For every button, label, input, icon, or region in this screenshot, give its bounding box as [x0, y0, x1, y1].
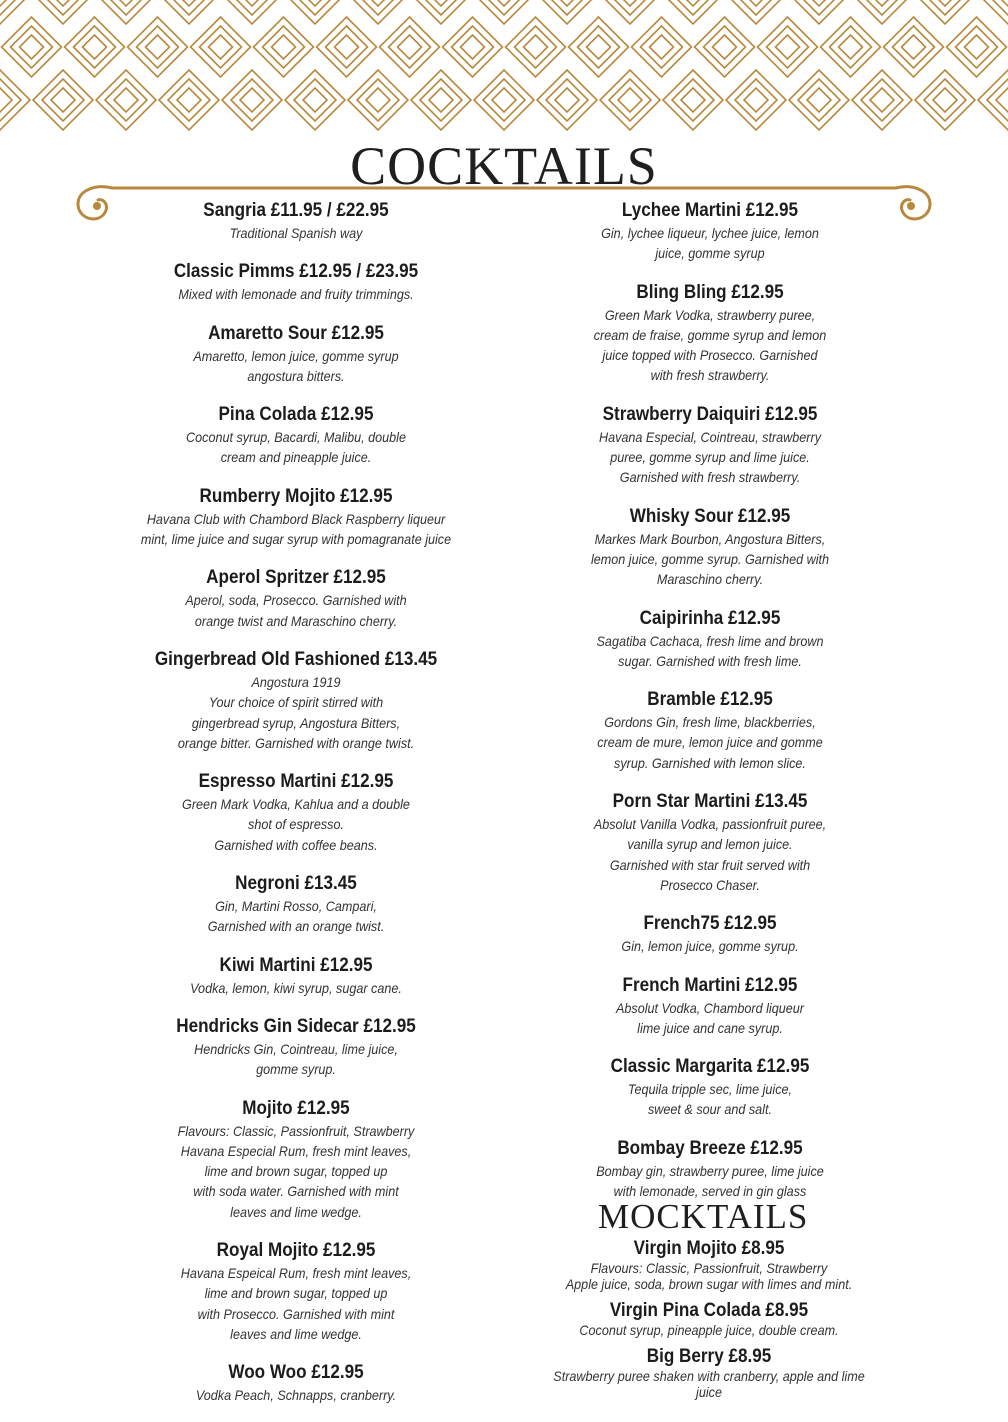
- drink-name-price: Woo Woo £12.95: [228, 1362, 364, 1384]
- drink-description: Gordons Gin, fresh lime, blackberries, cream de mure, lemon juice and gomme syrup. Garnished with lemon slice.: [597, 714, 823, 771]
- menu-item: [560, 402, 860, 488]
- drink-name-price: Gingerbread Old Fashioned £13.45: [154, 648, 438, 670]
- drink-name-price: Bramble £12.95: [647, 689, 773, 711]
- drink-description: Angostura 1919 Your choice of spirit stirred with gingerbread syrup, Angostura Bitters, orange bitter. Garnished with orange twist.: [177, 673, 415, 751]
- drink-description: Vodka Peach, Schnapps, cranberry.: [195, 1387, 397, 1404]
- drink-name-price: Virgin Pina Colada £8.95: [609, 1300, 809, 1321]
- drink-name-price: Virgin Mojito £8.95: [633, 1238, 785, 1259]
- drink-description: Flavours: Classic, Passionfruit, Strawberry Apple juice, soda, brown sugar with limes and mint.: [565, 1260, 853, 1292]
- menu-item: [520, 1346, 898, 1400]
- cocktails-left-column: [120, 198, 472, 1422]
- menu-item: [120, 1238, 472, 1344]
- drink-name-price: Rumberry Mojito £12.95: [199, 485, 393, 507]
- drink-name-price: Kiwi Martini £12.95: [219, 954, 373, 976]
- menu-item: [120, 198, 472, 243]
- menu-item: [120, 1014, 472, 1080]
- menu-item: [120, 259, 472, 304]
- menu-item: [120, 565, 472, 631]
- drink-description: Green Mark Vodka, strawberry puree, cream de fraise, gomme syrup and lemon juice topped with Prosecco. Garnished with fresh strawberry.: [593, 306, 827, 384]
- menu-item: [120, 1360, 472, 1405]
- menu-item: [120, 402, 472, 468]
- drink-name-price: Classic Margarita £12.95: [610, 1056, 810, 1078]
- drink-description: Gin, Martini Rosso, Campari, Garnished with an orange twist.: [207, 898, 385, 935]
- menu-item: [560, 687, 860, 773]
- drink-description: Aperol, soda, Prosecco. Garnished with orange twist and Maraschino cherry.: [185, 592, 407, 629]
- drink-name-price: Espresso Martini £12.95: [198, 771, 394, 793]
- drink-name-price: Hendricks Gin Sidecar £12.95: [176, 1015, 416, 1037]
- drink-description: Havana Espeical Rum, fresh mint leaves, lime and brown sugar, topped up with Prosecco. Garnished with mint leaves and lime wedge.: [180, 1265, 412, 1342]
- drink-description: Sagatiba Cachaca, fresh lime and brown sugar. Garnished with fresh lime.: [596, 632, 824, 669]
- drink-description: Coconut syrup, pineapple juice, double cream.: [579, 1322, 839, 1338]
- drink-name-price: Strawberry Daiquiri £12.95: [602, 403, 818, 425]
- drink-description: Traditional Spanish way: [229, 225, 363, 241]
- drink-description: Gin, lychee liqueur, lychee juice, lemon juice, gomme syrup: [601, 225, 819, 262]
- menu-item: [120, 1096, 472, 1222]
- menu-item: [560, 1136, 860, 1202]
- drink-name-price: Mojito £12.95: [242, 1097, 350, 1119]
- art-deco-diamond-pattern: [0, 0, 1008, 150]
- drink-description: Strawberry puree shaken with cranberry, apple and lime juice: [553, 1368, 865, 1400]
- drink-description: Havana Club with Chambord Black Raspberry liqueur mint, lime juice and sugar syrup with pomagranate juice: [140, 510, 452, 548]
- drink-name-price: French Martini £12.95: [622, 974, 798, 996]
- menu-item: [560, 606, 860, 672]
- menu-item: [560, 504, 860, 590]
- drink-description: Bombay gin, strawberry puree, lime juice with lemonade, served in gin glass: [596, 1162, 824, 1200]
- menu-item: [560, 1054, 860, 1120]
- menu-item: [120, 769, 472, 855]
- drink-description: Vodka, lemon, kiwi syrup, sugar cane.: [190, 979, 402, 996]
- drink-name-price: Royal Mojito £12.95: [216, 1240, 376, 1262]
- menu-item: [120, 321, 472, 387]
- menu-item: [120, 484, 472, 550]
- page-title: COCKTAILS: [350, 136, 658, 196]
- drink-description: Absolut Vanilla Vodka, passionfruit puree, vanilla syrup and lemon juice. Garnished with star fruit served with Prosecco Chaser.: [593, 816, 827, 893]
- cocktails-right-column: [560, 198, 860, 1217]
- drink-name-price: Aperol Spritzer £12.95: [206, 567, 386, 589]
- drink-name-price: Lychee Martini £12.95: [621, 200, 799, 221]
- drink-name-price: Negroni £13.45: [235, 873, 357, 895]
- drink-description: Coconut syrup, Bacardi, Malibu, double cream and pineapple juice.: [186, 429, 406, 466]
- menu-item: [120, 871, 472, 937]
- drink-description: Hendricks Gin, Cointreau, lime juice, gomme syrup.: [194, 1040, 398, 1078]
- drink-name-price: Pina Colada £12.95: [218, 404, 374, 426]
- drink-name-price: Classic Pimms £12.95 / £23.95: [173, 261, 419, 283]
- drink-name-price: Bling Bling £12.95: [636, 281, 784, 303]
- drink-description: Amaretto, lemon juice, gomme syrup angostura bitters.: [193, 347, 399, 384]
- drink-description: Mixed with lemonade and fruity trimmings.: [178, 286, 414, 303]
- drink-description: Absolut Vodka, Chambord liqueur lime juice and cane syrup.: [616, 999, 804, 1036]
- drink-description: Flavours: Classic, Passionfruit, Strawberry Havana Especial Rum, fresh mint leaves, lime and brown sugar, topped up with soda water. Garnished with mint leaves and lime wedge.: [177, 1122, 415, 1220]
- menu-item: [560, 198, 860, 264]
- drink-name-price: Whisky Sour £12.95: [629, 505, 791, 527]
- drink-name-price: Sangria £11.95 / £22.95: [203, 200, 389, 221]
- drink-name-price: French75 £12.95: [643, 913, 777, 935]
- mocktails-list: [520, 1238, 898, 1408]
- drink-description: Green Mark Vodka, Kahlua and a double shot of espresso. Garnished with coffee beans.: [182, 796, 410, 853]
- menu-item: [560, 280, 860, 386]
- drink-description: Gin, lemon juice, gomme syrup.: [621, 938, 799, 955]
- menu-item: [560, 973, 860, 1039]
- menu-item: [560, 911, 860, 956]
- mocktails-title: MOCKTAILS: [598, 1197, 809, 1236]
- drink-description: Tequila tripple sec, lime juice, sweet & sour and salt.: [627, 1081, 793, 1118]
- menu-item: [520, 1238, 898, 1292]
- menu-item: [520, 1300, 898, 1338]
- drink-name-price: Bombay Breeze £12.95: [617, 1137, 803, 1159]
- menu-item: [560, 789, 860, 895]
- drink-name-price: Caipirinha £12.95: [639, 607, 781, 629]
- drink-name-price: Amaretto Sour £12.95: [208, 322, 384, 344]
- drink-name-price: Porn Star Martini £13.45: [612, 791, 808, 813]
- drink-name-price: Big Berry £8.95: [646, 1346, 772, 1367]
- menu-item: [120, 647, 472, 753]
- menu-item: [120, 953, 472, 998]
- drink-description: Havana Especial, Cointreau, strawberry puree, gomme syrup and lime juice. Garnished with fresh strawberry.: [598, 428, 821, 486]
- drink-description: Markes Mark Bourbon, Angostura Bitters, lemon juice, gomme syrup. Garnished with Maraschino cherry.: [590, 530, 830, 588]
